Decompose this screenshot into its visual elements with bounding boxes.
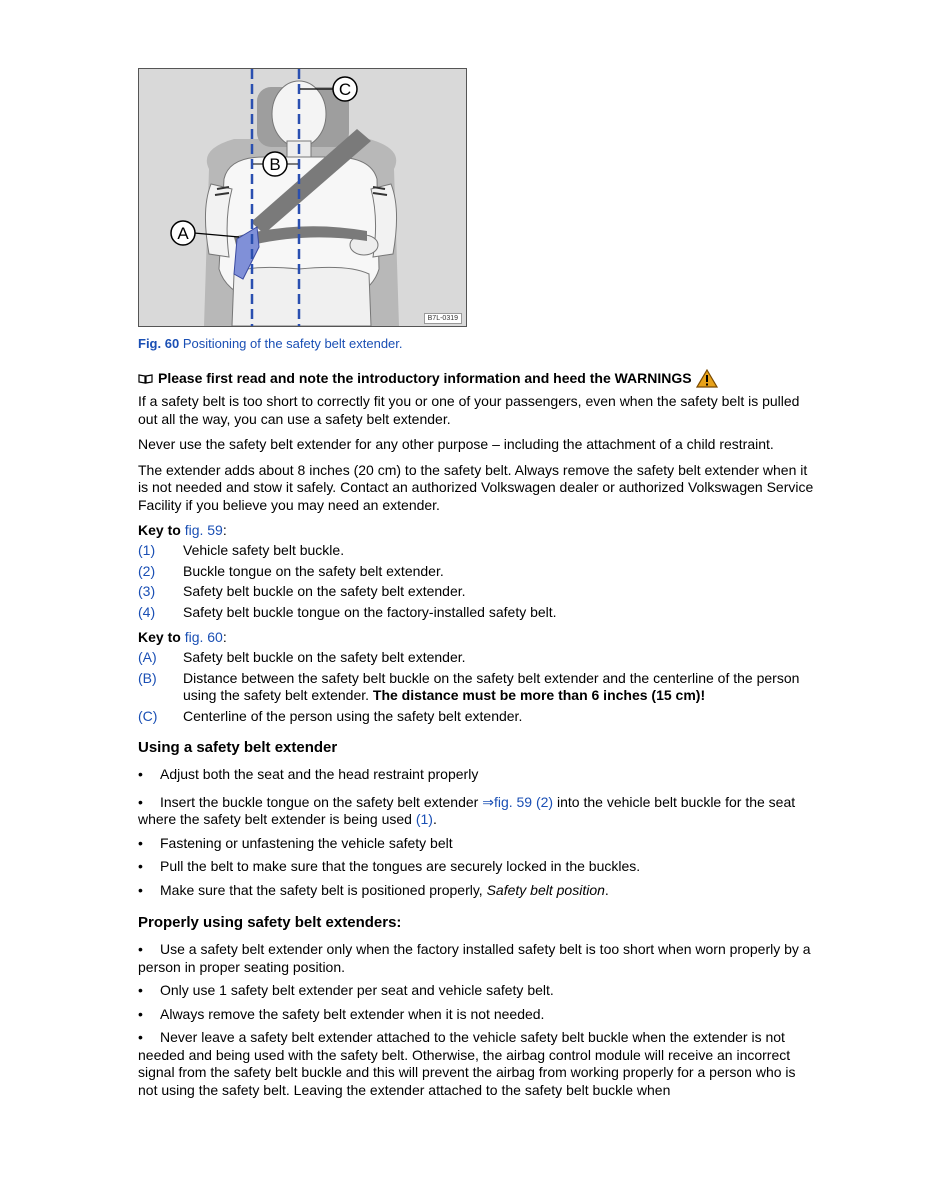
bullet-dot: • xyxy=(138,881,143,898)
bullet-item xyxy=(138,1029,818,1099)
bullet-text: Adjust both the seat and the head restraint properly xyxy=(160,766,479,782)
key-text-bold: The distance must be more than 6 inches (15 cm)! xyxy=(372,687,706,703)
key-59-heading xyxy=(138,522,818,539)
bullet-text: Pull the belt to make sure that the tongues are securely locked in the buckles. xyxy=(160,858,641,874)
fig-60-link[interactable]: fig. 60 xyxy=(184,629,223,645)
key-text xyxy=(183,670,818,705)
section-heading-properly: Properly using safety belt extenders: xyxy=(138,914,402,931)
book-icon xyxy=(138,373,153,384)
bullet-item xyxy=(138,941,818,976)
bullet-item xyxy=(138,794,818,829)
safety-belt-position-ref[interactable]: Safety belt position xyxy=(486,881,605,898)
key-text: Buckle tongue on the safety belt extender. xyxy=(183,562,444,579)
bullet-dot: • xyxy=(138,793,143,810)
bullet-item xyxy=(138,858,818,876)
bullet-text: Fastening or unfastening the vehicle safety belt xyxy=(160,834,453,851)
bullet-dot: • xyxy=(138,941,143,957)
bullet-dot: • xyxy=(138,982,143,998)
key-59-prefix: Key to xyxy=(138,522,181,538)
key-60-item xyxy=(138,670,818,705)
bullet-text: Use a safety belt extender only when the factory installed safety belt is too short when worn properly by a person in proper seating position. xyxy=(138,941,811,975)
bullet-text-mid: into the vehicle belt buckle for the seat where the safety belt extender is being used xyxy=(138,793,796,827)
key-label[interactable]: (C) xyxy=(138,707,158,724)
figure-caption xyxy=(138,336,818,351)
key-label[interactable]: (B) xyxy=(138,669,157,686)
bullet-item xyxy=(138,982,818,1000)
bullet-dot: • xyxy=(138,1029,143,1045)
bullet-dot: • xyxy=(138,766,143,782)
key-59-item xyxy=(138,542,818,560)
key-text: Centerline of the person using the safety belt extender. xyxy=(183,707,523,724)
key-label[interactable]: (4) xyxy=(138,603,156,620)
key-label[interactable]: (1) xyxy=(138,542,156,558)
key-1-ref-link[interactable]: (1) xyxy=(415,811,433,827)
key-text: Safety belt buckle on the safety belt extender. xyxy=(183,649,466,665)
bullet-item xyxy=(138,766,818,784)
paragraph-2: Never use the safety belt extender for any other purpose – including the attachment of a child restraint. xyxy=(138,436,774,452)
bullet-text: Never leave a safety belt extender attached to the vehicle safety belt buckle when the extender is not needed and being used with the safety belt. Otherwise, the airbag control module will receive an incorrect signal from the safety belt buckle and this will prevent the airbag from working properly for a person who is not using the safety belt. Leaving the extender attached to the safety belt buckle when xyxy=(138,1029,796,1098)
bullet-item xyxy=(138,1006,818,1024)
bullet-dot: • xyxy=(138,858,143,874)
key-59-item xyxy=(138,583,818,601)
callout-c: C xyxy=(338,80,352,99)
bullet-dot: • xyxy=(138,834,143,851)
key-text: Safety belt buckle tongue on the factory-installed safety belt. xyxy=(183,603,557,620)
key-60-item xyxy=(138,708,818,726)
key-label[interactable]: (3) xyxy=(138,583,156,599)
warnings-text: Please first read and note the introductory information and heed the WARNINGS xyxy=(158,370,692,386)
seat-illustration xyxy=(139,69,466,326)
manual-page xyxy=(138,68,818,1099)
bullet-text-pre: Make sure that the safety belt is positioned properly, xyxy=(160,881,487,898)
callout-b: B xyxy=(269,155,281,174)
callout-a: A xyxy=(177,224,189,243)
fig-59-link[interactable]: fig. 59 xyxy=(184,522,223,538)
figure-60 xyxy=(138,68,467,327)
key-60-item xyxy=(138,649,818,667)
key-60-prefix: Key to xyxy=(138,629,181,645)
bullet-item xyxy=(138,835,818,853)
section-heading-using: Using a safety belt extender xyxy=(138,739,338,756)
key-2-ref-link[interactable]: (2) xyxy=(535,793,554,810)
paragraph-1: If a safety belt is too short to correctly fit you or one of your passengers, even when the safety belt is pulled out all the way, you can use a safety belt extender. xyxy=(138,393,800,427)
warning-triangle-icon xyxy=(696,369,718,388)
key-59-item xyxy=(138,563,818,581)
paragraph-3: The extender adds about 8 inches (20 cm) to the safety belt. Always remove the safety belt extender when it is not needed and stow it safely. Contact an authorized Volkswagen dealer or authorized Volkswagen Service Facility if you believe you may need an extender. xyxy=(138,461,814,513)
fig-59-ref-link[interactable]: fig. 59 xyxy=(493,793,533,810)
key-text: Safety belt buckle on the safety belt extender. xyxy=(183,583,466,599)
bullet-dot: • xyxy=(138,1005,143,1022)
bullet-text-post: . xyxy=(604,881,609,898)
caption-number: Fig. 60 xyxy=(138,336,180,351)
figure-id: B7L-0319 xyxy=(424,313,462,324)
bullet-item xyxy=(138,882,818,900)
key-label[interactable]: (2) xyxy=(138,562,156,579)
bullet-text: Only use 1 safety belt extender per seat and vehicle safety belt. xyxy=(160,982,554,998)
key-text: Vehicle safety belt buckle. xyxy=(183,542,345,558)
warnings-notice xyxy=(138,368,818,388)
bullet-text: Always remove the safety belt extender when it is not needed. xyxy=(160,1005,545,1022)
key-60-colon: : xyxy=(222,629,227,645)
bullet-text-post: . xyxy=(432,811,437,827)
arrow-glyph: ⇒ xyxy=(482,793,494,810)
caption-text: Positioning of the safety belt extender. xyxy=(182,336,403,351)
key-59-colon: : xyxy=(222,522,227,538)
key-text-plain: Distance between the safety belt buckle on the safety belt extender and the centerline of the person using the safety belt extender. xyxy=(183,669,800,703)
bullet-text-pre: Insert the buckle tongue on the safety belt extender xyxy=(160,793,483,810)
key-60-heading xyxy=(138,629,818,646)
key-59-item xyxy=(138,604,818,622)
key-label[interactable]: (A) xyxy=(138,649,157,665)
